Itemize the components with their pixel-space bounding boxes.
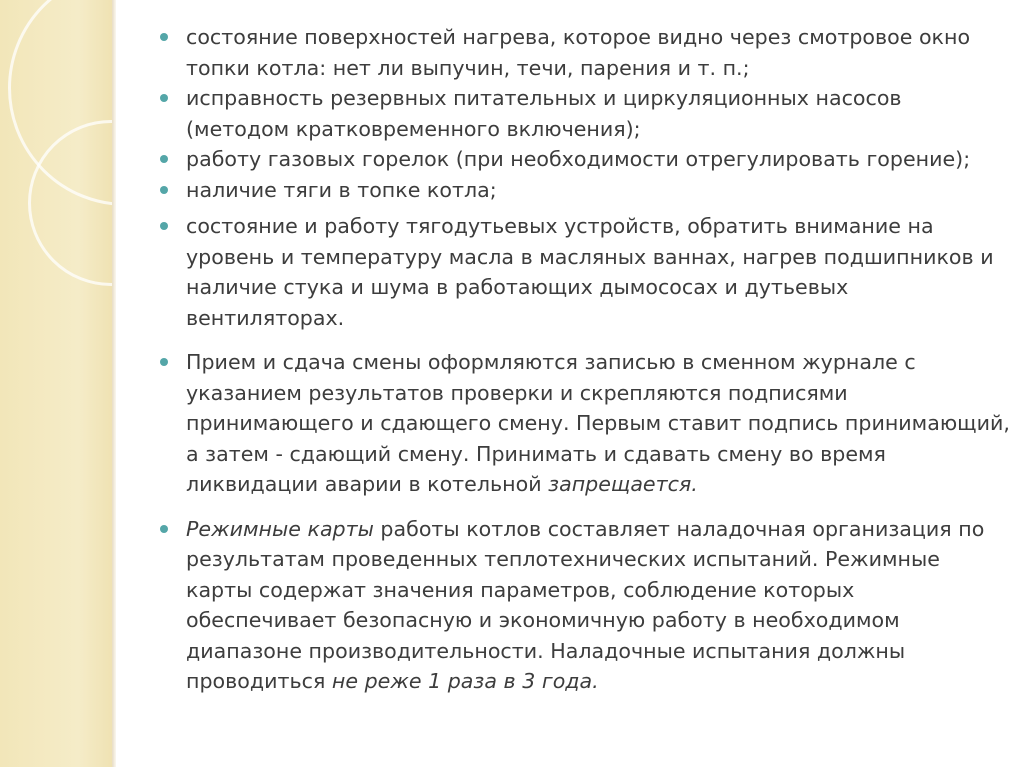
list-item [160, 144, 1010, 175]
bullet-dot-icon [160, 155, 168, 163]
bullet-dot-icon [160, 222, 168, 230]
bullet-dot-icon [160, 358, 168, 366]
list-item [160, 211, 1010, 333]
list-item-lead-emphasis: Режимные карты [186, 516, 374, 541]
bullet-dot-icon [160, 186, 168, 194]
list-item [160, 514, 1010, 697]
bullet-dot-icon [160, 94, 168, 102]
list-item-text: состояние поверхностей нагрева, которое видно через смотровое окно топки котла: нет ли выпучин, течи, парения и т. п.; [186, 25, 971, 80]
decorative-side-panel [0, 0, 112, 767]
list-item [160, 22, 1010, 83]
list-item-emphasis: запрещается. [548, 472, 698, 496]
list-item [160, 175, 1010, 206]
list-item-emphasis: не реже 1 раза в 3 года. [331, 669, 599, 693]
bullet-dot-icon [160, 525, 168, 533]
bullet-list [160, 22, 1010, 697]
list-item-text: состояние и работу тягодутьевых устройств, обратить внимание на уровень и температуру масла в масляных ваннах, нагрев подшипников и наличие стука и шума в работающих дымососах и дутьевых вентиляторах. [186, 214, 994, 330]
list-item-text: Прием и сдача смены оформляются записью в сменном журнале с указанием результатов проверки и скрепляются подписями принимающего и сдающего смену. Первым ставит подпись принимающий, а затем - сдающий смену. Принимать и сдавать смену во время ликвидации аварии в котельной [186, 350, 1010, 496]
list-item [160, 83, 1010, 144]
slide-body [160, 22, 1010, 697]
list-item-text: работы котлов составляет наладочная организация по результатам проведенных теплотехнических испытаний. Режимные карты содержат значения параметров, соблюдение которых обеспечивает безопасную и экономичную работу в необходимом диапазоне производительности. Наладочные испытания должны проводиться [186, 516, 985, 693]
list-item-text: исправность резервных питательных и циркуляционных насосов (методом кратковременного включения); [186, 86, 902, 141]
list-item-text: наличие тяги в топке котла; [186, 177, 497, 202]
list-item [160, 347, 1010, 500]
bullet-dot-icon [160, 33, 168, 41]
list-item-text: работу газовых горелок (при необходимости отрегулировать горение); [186, 147, 971, 171]
side-panel-edge [112, 0, 116, 767]
